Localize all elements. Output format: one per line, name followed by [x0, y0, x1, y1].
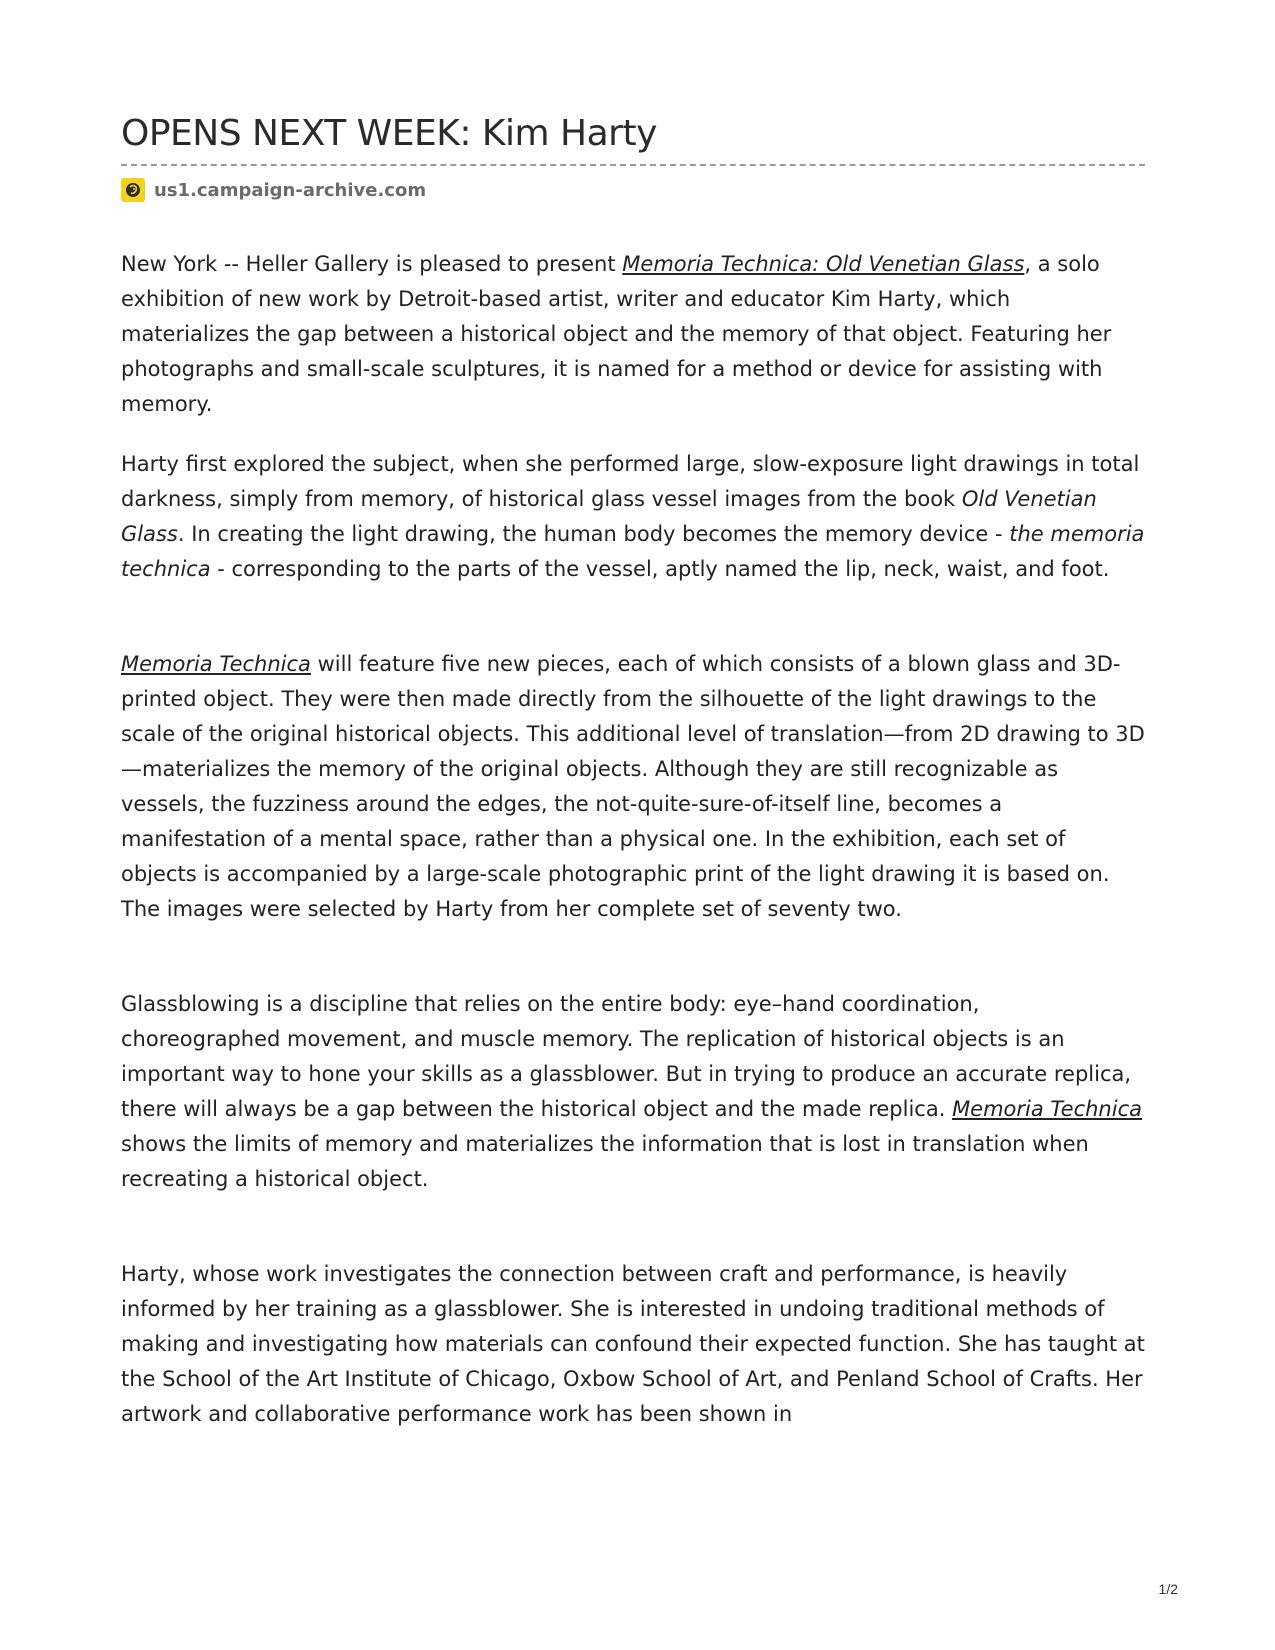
- paragraph-5-text-a: Harty, whose work investigates the connection between craft and performance, is heavily informed by her training as a glassblower. She is interested in undoing traditional methods of making and investigating how materials can confound their expected function. She has taught at the School of the Art Institute of Chicago, Oxbow School of Art, and Penland School of Crafts. Her artwork and collaborative performance work has been shown in: [121, 1262, 1145, 1426]
- page-number: 1/2: [1158, 1581, 1178, 1597]
- title-divider: [121, 164, 1145, 166]
- paragraph-1-text-a: New York -- Heller Gallery is pleased to present: [121, 252, 623, 276]
- paragraph-5: [121, 1257, 1145, 1432]
- paragraph-2: [121, 447, 1145, 587]
- paragraph-2-text-a: Harty first explored the subject, when she performed large, slow-exposure light drawings in total darkness, simply from memory, of historical glass vessel images from the book: [121, 452, 1140, 511]
- document-page: [121, 112, 1145, 1457]
- book-title: Old Venetian Glass: [121, 487, 1097, 546]
- paragraph-2-text-b: . In creating the light drawing, the human body becomes the memory device -: [177, 522, 1010, 546]
- memoria-technica-term: the memoria technica: [121, 522, 1145, 581]
- page-title: OPENS NEXT WEEK: Kim Harty: [121, 113, 657, 154]
- paragraph-4-text-a: Glassblowing is a discipline that relies on the entire body: eye–hand coordination, choreographed movement, and muscle memory. The replication of historical objects is an important way to hone your skills as a glassblower. But in trying to produce an accurate replica, there will always be a gap between the historical object and the made replica.: [121, 992, 1132, 1121]
- paragraph-2-text-c: - corresponding to the parts of the vessel, aptly named the lip, neck, waist, and foot.: [210, 557, 1110, 581]
- paragraph-4: [121, 987, 1145, 1197]
- article-body: [121, 247, 1145, 1432]
- paragraph-1: [121, 247, 1145, 422]
- paragraph-4-text-b: shows the limits of memory and materializes the information that is lost in translation when recreating a historical object.: [121, 1132, 1089, 1191]
- memoria-technica-link[interactable]: Memoria Technica: [121, 652, 311, 676]
- source-domain[interactable]: us1.campaign-archive.com: [154, 179, 427, 201]
- exhibition-title-link[interactable]: Memoria Technica: Old Venetian Glass: [622, 252, 1025, 276]
- paragraph-1-text-b: , a solo exhibition of new work by Detroit-based artist, writer and educator Kim Harty, which materializes the gap between a historical object and the memory of that object. Featuring her photographs and small-scale sculptures, it is named for a method or device for assisting with memory.: [121, 252, 1112, 416]
- paragraph-3: [121, 647, 1145, 927]
- mailchimp-logo-glyph: [124, 181, 142, 199]
- mailchimp-logo-icon: [121, 178, 145, 202]
- source-line: [121, 177, 1145, 203]
- memoria-technica-link-2[interactable]: Memoria Technica: [952, 1097, 1142, 1121]
- paragraph-3-text-a: will feature five new pieces, each of which consists of a blown glass and 3D-printed object. They were then made directly from the silhouette of the light drawings to the scale of the original historical objects. This additional level of translation—from 2D drawing to 3D—materializes the memory of the original objects. Although they are still recognizable as vessels, the fuzziness around the edges, the not-quite-sure-of-itself line, becomes a manifestation of a mental space, rather than a physical one. In the exhibition, each set of objects is accompanied by a large-scale photographic print of the light drawing it is based on. The images were selected by Harty from her complete set of seventy two.: [121, 652, 1145, 921]
